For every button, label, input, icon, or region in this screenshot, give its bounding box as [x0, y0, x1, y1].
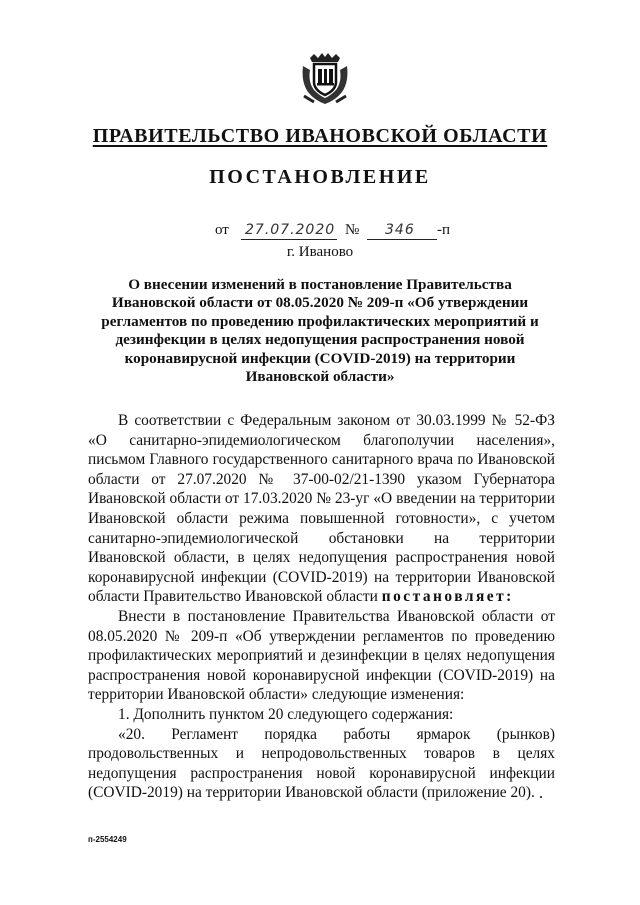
number-suffix: -п [437, 222, 451, 238]
decree-word: постановляет: [381, 588, 514, 606]
number-underline [367, 239, 437, 240]
government-title: ПРАВИТЕЛЬСТВО ИВАНОВСКОЙ ОБЛАСТИ [92, 125, 548, 147]
date-value: 27.07.2020 [245, 222, 336, 238]
footer-code: п-2554249 [88, 835, 127, 844]
number-sign: № [345, 222, 360, 238]
coat-of-arms-icon [300, 52, 350, 106]
date-number-line [215, 222, 475, 244]
date-underline [241, 239, 337, 240]
item-20: «20. Регламент порядка работы ярмарок (рынков) продовольственных и непродовольственных товаров в целях недопущения распространения новой коронавирусной инфекции (COVID-2019) на территории Ивановской области (приложение 20). [88, 725, 555, 802]
paragraph-1: Внести в постановление Правительства Ивановской области от 08.05.2020 № 209-п «Об утверждении регламентов по проведению профилактических мероприятий и дезинфекции в целях недопущения распространения новой коронавирусной инфекции (COVID-2019) на территории Ивановской области» следующие изменения: [88, 607, 555, 704]
preamble-text: В соответствии с Федеральным законом от 30.03.1999 № 52-ФЗ «О санитарно-эпидемиологическом благополучии населения», письмом Главного государственного санитарного врача по Ивановской области от 27.07.2020 № 37-00-02/21-1390 указом Губернатора Ивановской области от 17.03.2020 № 23-уг «О введении на территории Ивановской области режима повышенной готовности», с учетом санитарно-эпидемиологической обстановки на территории Ивановской области, в целях недопущения распространения новой коронавирусной инфекции (COVID-2019) на территории Ивановской области Правительство Ивановской области [88, 412, 555, 606]
item-1: 1. Дополнить пунктом 20 следующего содержания: [118, 705, 454, 723]
date-prefix: от [215, 222, 229, 238]
city: г. Иваново [286, 244, 354, 260]
scan-mark [540, 796, 542, 798]
preamble-paragraph [88, 411, 555, 607]
document-body [88, 411, 555, 803]
document-type: ПОСТАНОВЛЕНИЕ [209, 166, 431, 188]
number-value: 346 [385, 222, 415, 238]
document-subject: О внесении изменений в постановление Правительства Ивановской области от 08.05.2020 № 209-п «Об утверждении регламентов по проведению профилактических мероприятий и дезинфекции в целях недопущения распространения новой коронавирусной инфекции (COVID-2019) на территории Ивановской области» [101, 276, 539, 386]
